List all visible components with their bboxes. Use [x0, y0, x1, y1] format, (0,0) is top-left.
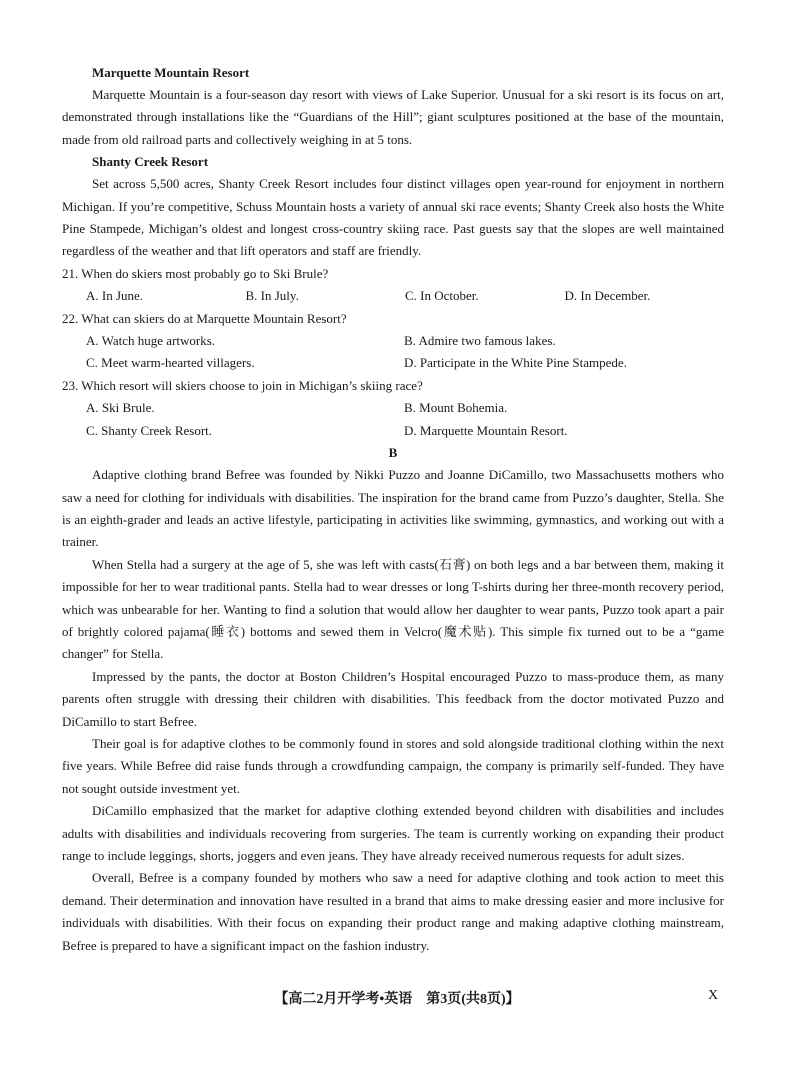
question-21-option-d: D. In December. [564, 288, 651, 304]
passage-b-paragraph-3: Impressed by the pants, the doctor at Boston Children’s Hospital encouraged Puzzo to mass-produce them, as many parents often struggle with dressing their children with disabilities. This feedback from the doctor motivated Puzzo and DiCamillo to start Befree. [62, 668, 724, 729]
question-21-option-a: A. In June. [86, 288, 144, 304]
question-22-stem: 22. What can skiers do at Marquette Mountain Resort? [62, 310, 347, 326]
question-23-option-c: C. Shanty Creek Resort. [86, 422, 213, 438]
passage-b-paragraph-2: When Stella had a surgery at the age of 5, she was left with casts(石膏) on both legs and a bar between them, making it impossible for her to wear traditional pants. Stella had to wear dresses or long T-shirts during her three-month recovery period, which was unbearable for her. Wanting to find a solution that would allow her daughter to wear pants, Puzzo took apart a pair of brightly colored pajama(睡衣) bottoms and sewed them in Velcro(魔术贴). This simple fix turned out to be a “game changer” for Stella. [62, 556, 724, 662]
question-22-option-a: A. Watch huge artworks. [86, 333, 216, 349]
page-footer-mark: X [708, 988, 719, 1003]
question-23-option-a: A. Ski Brule. [86, 400, 155, 416]
page-content [62, 62, 724, 957]
question-21-options [86, 285, 724, 307]
resort-text-shanty-creek: Set across 5,500 acres, Shanty Creek Resort includes four distinct villages open year-round for enjoyment in northern Michigan. If you’re competitive, Schuss Mountain hosts a variety of annual ski race events; Shanty Creek also hosts the White Pine Stampede, Michigan’s oldest and longest cross-country skiing race. Past guests say that the slopes are well maintained regardless of the weather and that lift operators and staff are friendly. [62, 176, 724, 259]
question-23-option-b: B. Mount Bohemia. [404, 400, 508, 416]
question-22-option-d: D. Participate in the White Pine Stampede. [404, 355, 627, 371]
question-21-option-c: C. In October. [405, 288, 479, 304]
passage-b-paragraph-5: DiCamillo emphasized that the market for adaptive clothing extended beyond children with disabilities and includes adults with disabilities and individuals recovering from surgeries. The team is currently working on expanding their product range to include leggings, shorts, joggers and even jeans. They have already received numerous requests for adult sizes. [62, 803, 724, 863]
passage-b-paragraph-4: Their goal is for adaptive clothes to be commonly found in stores and sold alongside traditional clothing within the next five years. While Befree did raise funds through a crowdfunding campaign, the company is primarily self-funded. They have not sought outside investment yet. [62, 735, 724, 796]
question-23-option-d: D. Marquette Mountain Resort. [404, 422, 568, 438]
question-23-options-row-1 [86, 397, 724, 419]
page-footer: 【高二2月开学考•英语 第3页(共8页)】 [274, 992, 520, 1007]
question-23-stem: 23. Which resort will skiers choose to join in Michigan’s skiing race? [62, 377, 423, 393]
question-22-options-row-1 [86, 330, 724, 352]
resort-text-marquette: Marquette Mountain is a four-season day resort with views of Lake Superior. Unusual for a ski resort is its focus on art, demonstrated through installations like the “Guardians of the Hill”; giant sculptures positioned at the base of the mountain, made from old railroad parts and collectively weighing in at 5 tons. [62, 87, 724, 147]
question-21-option-b: B. In July. [245, 288, 299, 304]
resort-heading-marquette: Marquette Mountain Resort [92, 65, 250, 80]
question-22-option-b: B. Admire two famous lakes. [404, 333, 556, 349]
passage-b-paragraph-1: Adaptive clothing brand Befree was founded by Nikki Puzzo and Joanne DiCamillo, two Massachusetts mothers who saw a need for clothing for individuals with disabilities. The inspiration for the brand came from Puzzo’s daughter, Stella. She is an eighth-grader and leads an active lifestyle, participating in activities like swimming, gymnastics, and working out with a trainer. [62, 467, 724, 550]
passage-b-paragraph-6: Overall, Befree is a company founded by mothers who saw a need for adaptive clothing and took action to meet this demand. Their determination and innovation have resulted in a brand that aims to make dressing easier and more inclusive for individuals with disabilities. With their focus on expanding their product range and making adaptive clothing mainstream, Befree is prepared to have a significant impact on the fashion industry. [62, 870, 724, 953]
question-22-options-row-2 [86, 352, 724, 374]
question-21-stem: 21. When do skiers most probably go to Ski Brule? [62, 265, 329, 281]
question-22-option-c: C. Meet warm-hearted villagers. [86, 355, 255, 371]
section-b-heading: B [388, 445, 398, 461]
question-23-options-row-2 [86, 420, 724, 442]
resort-heading-shanty-creek: Shanty Creek Resort [92, 154, 209, 170]
